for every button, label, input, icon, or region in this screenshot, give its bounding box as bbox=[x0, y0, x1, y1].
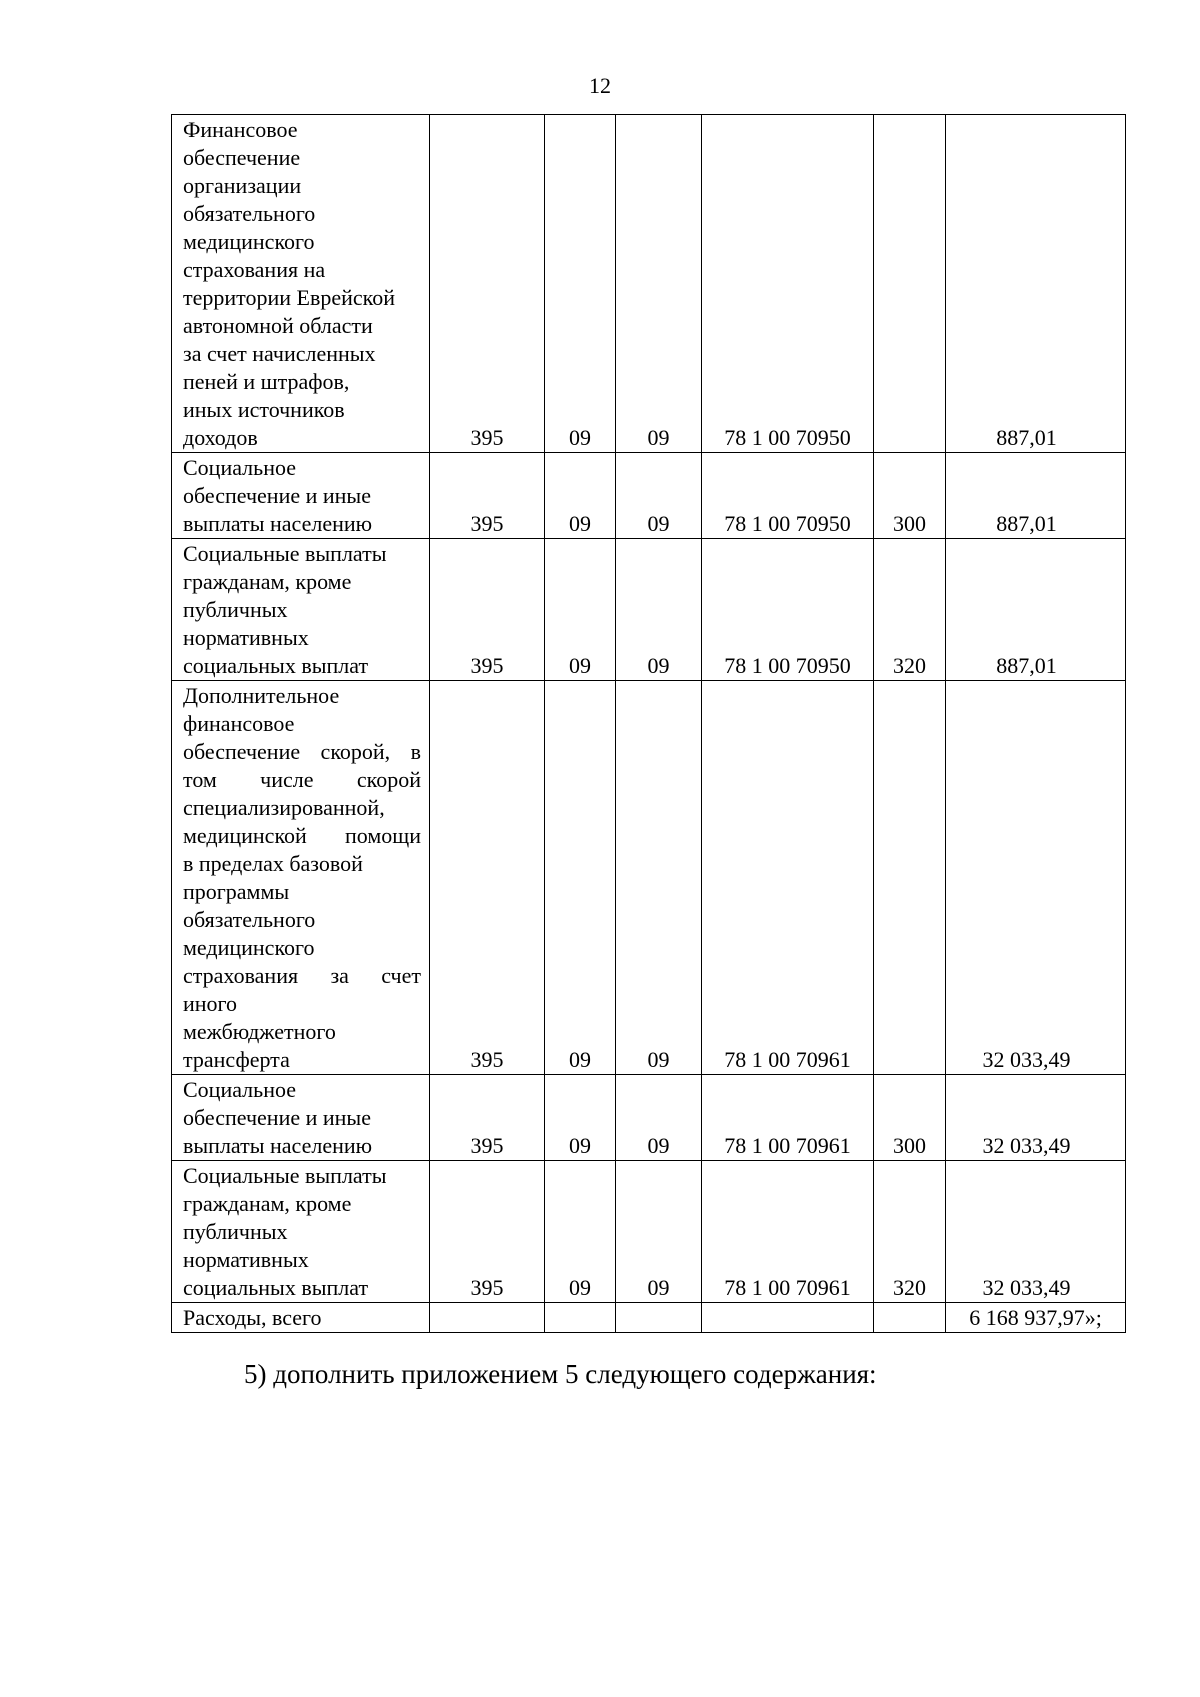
row-name-line: Финансовое bbox=[183, 117, 298, 142]
empty-cell bbox=[702, 1303, 874, 1333]
expense-type-cell bbox=[874, 681, 946, 1075]
row-name-line: обеспечение и иные bbox=[183, 1105, 371, 1130]
target-article-cell: 78 1 00 70950 bbox=[702, 115, 874, 453]
table-row bbox=[172, 1161, 1126, 1303]
row-name-line: нормативных bbox=[183, 1247, 309, 1272]
row-name-line: медицинского bbox=[183, 229, 315, 254]
table-row bbox=[172, 539, 1126, 681]
target-article-cell: 78 1 00 70961 bbox=[702, 1075, 874, 1161]
row-name-line: обеспечение bbox=[183, 145, 301, 170]
target-article-cell: 78 1 00 70950 bbox=[702, 539, 874, 681]
target-article-cell: 78 1 00 70950 bbox=[702, 453, 874, 539]
row-name-line: социальных выплат bbox=[183, 653, 369, 678]
row-name-line: гражданам, кроме bbox=[183, 569, 352, 594]
target-article-cell: 78 1 00 70961 bbox=[702, 681, 874, 1075]
row-name-line: финансовое bbox=[183, 711, 295, 736]
row-name-line: страхования на bbox=[183, 257, 326, 282]
ministry-code-cell: 395 bbox=[430, 1161, 545, 1303]
amount-cell: 32 033,49 bbox=[946, 1161, 1126, 1303]
section-code-cell: 09 bbox=[545, 681, 616, 1075]
amount-cell: 887,01 bbox=[946, 539, 1126, 681]
subsection-code-cell: 09 bbox=[616, 115, 702, 453]
section-code-cell: 09 bbox=[545, 115, 616, 453]
row-name-cell bbox=[172, 1161, 430, 1303]
row-name-cell bbox=[172, 115, 430, 453]
row-name-line: выплаты населению bbox=[183, 511, 373, 536]
target-article-cell: 78 1 00 70961 bbox=[702, 1161, 874, 1303]
row-name-cell bbox=[172, 453, 430, 539]
row-name-line: программы bbox=[183, 879, 290, 904]
ministry-code-cell: 395 bbox=[430, 681, 545, 1075]
table-row bbox=[172, 453, 1126, 539]
amount-cell: 887,01 bbox=[946, 453, 1126, 539]
table-row bbox=[172, 115, 1126, 453]
total-label-cell: Расходы, всего bbox=[172, 1303, 430, 1333]
row-name-line: гражданам, кроме bbox=[183, 1191, 352, 1216]
table-row bbox=[172, 1075, 1126, 1161]
page-number: 12 bbox=[589, 73, 611, 98]
row-name-line: за счет начисленных bbox=[183, 341, 376, 366]
row-name-line: публичных bbox=[183, 597, 288, 622]
section-code-cell: 09 bbox=[545, 539, 616, 681]
subsection-code-cell: 09 bbox=[616, 1161, 702, 1303]
row-name-line: доходов bbox=[183, 425, 258, 450]
subsection-code-cell: 09 bbox=[616, 453, 702, 539]
empty-cell bbox=[874, 1303, 946, 1333]
expense-type-cell: 320 bbox=[874, 539, 946, 681]
row-name-line: социальных выплат bbox=[183, 1275, 369, 1300]
section-code-cell: 09 bbox=[545, 1075, 616, 1161]
row-name-line: иных источников bbox=[183, 397, 345, 422]
row-name-line: обязательного bbox=[183, 201, 316, 226]
row-name-line: Дополнительное bbox=[183, 683, 340, 708]
subsection-code-cell: 09 bbox=[616, 1075, 702, 1161]
empty-cell bbox=[616, 1303, 702, 1333]
row-name-line: межбюджетного bbox=[183, 1019, 336, 1044]
subsection-code-cell: 09 bbox=[616, 539, 702, 681]
section-code-cell: 09 bbox=[545, 453, 616, 539]
row-name-cell bbox=[172, 1075, 430, 1161]
row-name-line: пеней и штрафов, bbox=[183, 369, 350, 394]
expense-type-cell: 320 bbox=[874, 1161, 946, 1303]
row-name-line: территории Еврейской bbox=[183, 285, 395, 310]
row-name-line: иного bbox=[183, 991, 238, 1016]
row-name-line: медицинского bbox=[183, 935, 315, 960]
ministry-code-cell: 395 bbox=[430, 453, 545, 539]
row-name-line: обязательного bbox=[183, 907, 316, 932]
ministry-code-cell: 395 bbox=[430, 539, 545, 681]
row-name-line: обеспечение скорой, в bbox=[183, 739, 421, 764]
row-name-line: страхования за счет bbox=[183, 963, 421, 988]
expenditure-table bbox=[171, 114, 1126, 1333]
table-row bbox=[172, 681, 1126, 1075]
subsection-code-cell: 09 bbox=[616, 681, 702, 1075]
section-code-cell: 09 bbox=[545, 1161, 616, 1303]
row-name-cell bbox=[172, 539, 430, 681]
empty-cell bbox=[430, 1303, 545, 1333]
row-name-line: том числе скорой bbox=[183, 767, 421, 792]
row-name-line: организации bbox=[183, 173, 302, 198]
total-row bbox=[172, 1303, 1126, 1333]
row-name-line: нормативных bbox=[183, 625, 309, 650]
row-name-line: Социальные выплаты bbox=[183, 541, 387, 566]
amount-cell: 32 033,49 bbox=[946, 681, 1126, 1075]
amount-cell: 32 033,49 bbox=[946, 1075, 1126, 1161]
row-name-line: трансферта bbox=[183, 1047, 290, 1072]
empty-cell bbox=[545, 1303, 616, 1333]
row-name-line: автономной области bbox=[183, 313, 373, 338]
row-name-line: специализированной, bbox=[183, 795, 385, 820]
row-name-line: обеспечение и иные bbox=[183, 483, 371, 508]
amount-cell: 887,01 bbox=[946, 115, 1126, 453]
row-name-line: Социальные выплаты bbox=[183, 1163, 387, 1188]
row-name-line: публичных bbox=[183, 1219, 288, 1244]
row-name-line: выплаты населению bbox=[183, 1133, 373, 1158]
ministry-code-cell: 395 bbox=[430, 1075, 545, 1161]
expense-type-cell: 300 bbox=[874, 453, 946, 539]
row-name-line: Социальное bbox=[183, 455, 296, 480]
total-amount-cell: 6 168 937,97»; bbox=[946, 1303, 1126, 1333]
row-name-cell bbox=[172, 681, 430, 1075]
amendment-paragraph: 5) дополнить приложением 5 следующего содержания: bbox=[244, 1359, 877, 1389]
expense-type-cell bbox=[874, 115, 946, 453]
row-name-line: Социальное bbox=[183, 1077, 296, 1102]
row-name-line: медицинской помощи bbox=[183, 823, 421, 848]
row-name-line: в пределах базовой bbox=[183, 851, 363, 876]
expense-type-cell: 300 bbox=[874, 1075, 946, 1161]
ministry-code-cell: 395 bbox=[430, 115, 545, 453]
